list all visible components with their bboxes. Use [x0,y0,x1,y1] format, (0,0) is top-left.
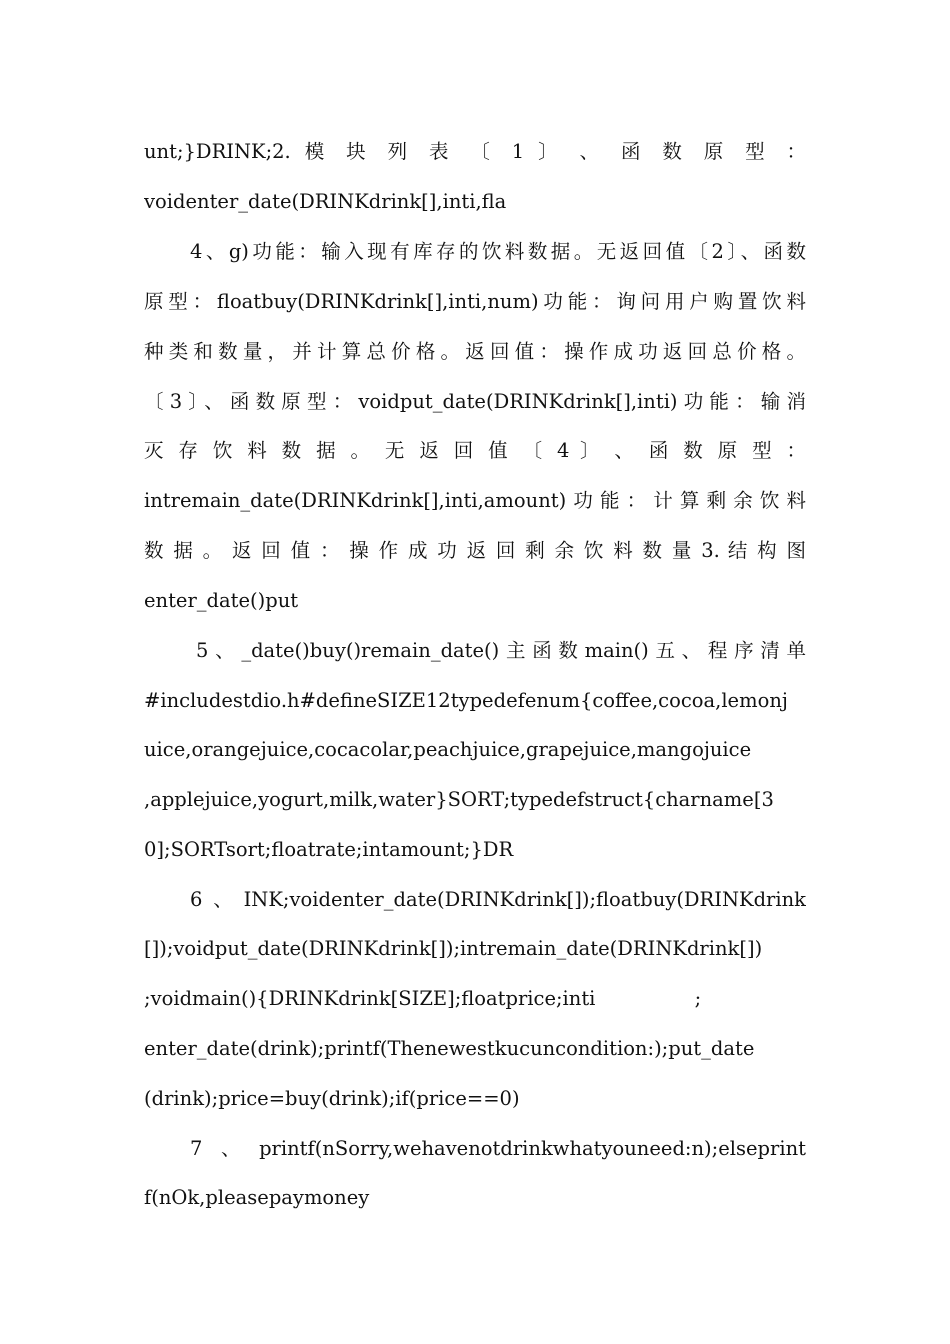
text-line-2: voidenter_date(DRINKdrink[],inti,fla [144,190,507,213]
text-line-16: 6、INK;voidenter_date(DRINKdrink[]);floatbuy(DRINKdrink [190,888,806,911]
text-line-19: enter_date(drink);printf(Thenewestkucuncondition:);put_date [144,1037,755,1060]
text-line-10: enter_date()put [144,589,299,612]
text-line-9: 数 据 。 返 回 值 ： 操 作 成 功 返 回 剩 余 饮 料 数 量 3. 结 构 图 [144,539,806,562]
text-line-7: 灭 存 饮 料 数 据 。 无 返 回 值 〔 4 〕 、 函 数 原 型 ： [144,439,806,462]
text-line-22: f(nOk,pleasepaymoney [144,1186,370,1209]
text-line-12: #includestdio.h#defineSIZE12typedefenum{coffee,cocoa,lemonj [144,689,788,712]
text-line-14: ,applejuice,yogurt,milk,water}SORT;typedefstruct{charname[3 [144,788,774,811]
text-line-8: intremain_date(DRINKdrink[],inti,amount)功能：计算剩余饮料 [144,489,806,512]
text-line-6: 〔3〕、函数原型：voidput_date(DRINKdrink[],inti)功能：输消 [144,390,806,413]
text-line-17: []);voidput_date(DRINKdrink[]);intremain_date(DRINKdrink[]) [144,937,763,960]
text-line-4: 原型：floatbuy(DRINKdrink[],inti,num)功能：询问用户购置饮料 [144,290,806,313]
text-line-15: 0];SORTsort;floatrate;intamount;}DR [144,838,514,861]
text-line-13: uice,orangejuice,cocacolar,peachjuice,grapejuice,mangojuice [144,738,752,761]
text-line-21: 7、printf(nSorry,wehavenotdrinkwhatyouneed:n);elseprint [190,1137,806,1160]
text-line-1: unt;}DRINK;2. 模 块 列 表 〔 1 〕 、 函 数 原 型 ： [144,140,806,163]
text-line-18: ;voidmain(){DRINKdrink[SIZE];floatprice;inti ; [144,987,702,1010]
text-line-3: 4、g)功能：输入现有库存的饮料数据。无返回值〔2〕、函数 [190,240,806,263]
text-line-5: 种类和数量，并计算总价格。返回值：操作成功返回总价格。 [144,340,806,363]
text-line-11: 5、_date()buy()remain_date()主函数main()五、程序清单 [196,639,806,662]
text-line-20: (drink);price=buy(drink);if(price==0) [144,1087,520,1110]
